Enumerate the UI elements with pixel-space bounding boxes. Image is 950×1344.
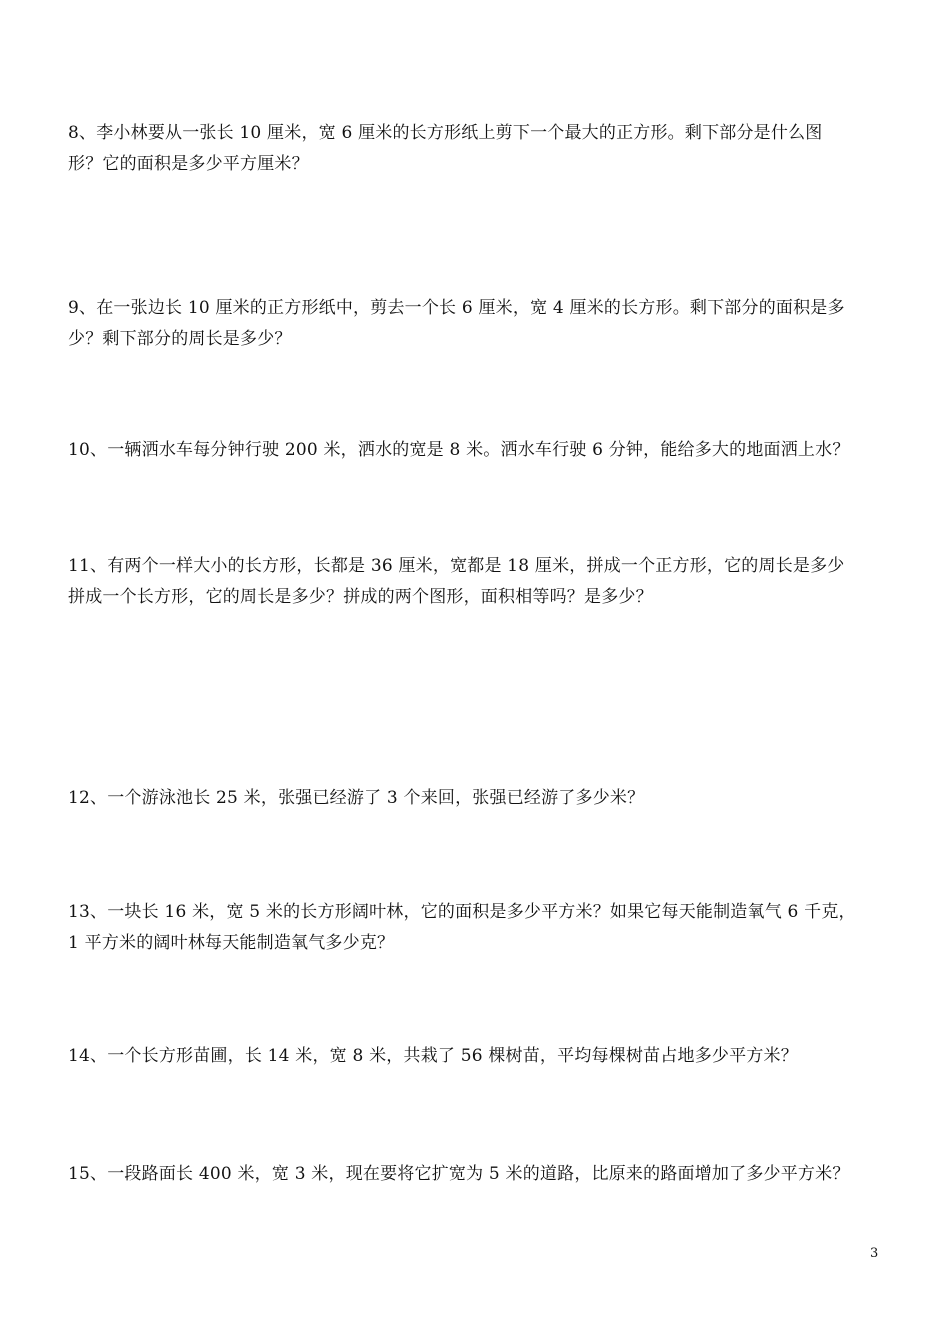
question-15-line-1: 15、一段路面长 400 米，宽 3 米，现在要将它扩宽为 5 米的道路，比原来的路面增加了多少平方米？	[68, 1164, 850, 1184]
question-8-line-2: 形？它的面积是多少平方厘米？	[68, 154, 309, 174]
page-number: 3	[870, 1246, 879, 1261]
question-14	[68, 1041, 890, 1072]
question-11-line-1: 11、有两个一样大小的长方形，长都是 36 厘米，宽都是 18 厘米，拼成一个正方形，它的周长是多少	[68, 556, 845, 576]
question-14-line-1: 14、一个长方形苗圃，长 14 米，宽 8 米，共栽了 56 棵树苗，平均每棵树苗占地多少平方米？	[68, 1046, 798, 1066]
question-9	[68, 293, 890, 355]
question-9-line-1: 9、在一张边长 10 厘米的正方形纸中，剪去一个长 6 厘米，宽 4 厘米的长方形。剩下部分的面积是多	[68, 298, 845, 318]
question-15	[68, 1159, 890, 1190]
question-13-line-1: 13、一块长 16 米，宽 5 米的长方形阔叶林，它的面积是多少平方米？如果它每天能制造氧气 6 千克，	[68, 902, 856, 922]
question-9-line-2: 少？剩下部分的周长是多少？	[68, 329, 292, 349]
question-10	[68, 435, 890, 466]
question-13	[68, 897, 890, 959]
question-8-line-1: 8、李小林要从一张长 10 厘米，宽 6 厘米的长方形纸上剪下一个最大的正方形。剩下部分是什么图	[68, 123, 823, 143]
question-10-line-1: 10、一辆洒水车每分钟行驶 200 米，洒水的宽是 8 米。洒水车行驶 6 分钟，能给多大的地面洒上水？	[68, 440, 850, 460]
question-11-line-2: 拼成一个长方形，它的周长是多少？拼成的两个图形，面积相等吗？是多少？	[68, 587, 653, 607]
question-8	[68, 118, 890, 180]
question-12-line-1: 12、一个游泳池长 25 米，张强已经游了 3 个来回，张强已经游了多少米？	[68, 788, 645, 808]
question-12	[68, 783, 890, 814]
question-11	[68, 551, 890, 613]
question-13-line-2: 1 平方米的阔叶林每天能制造氧气多少克？	[68, 933, 395, 953]
